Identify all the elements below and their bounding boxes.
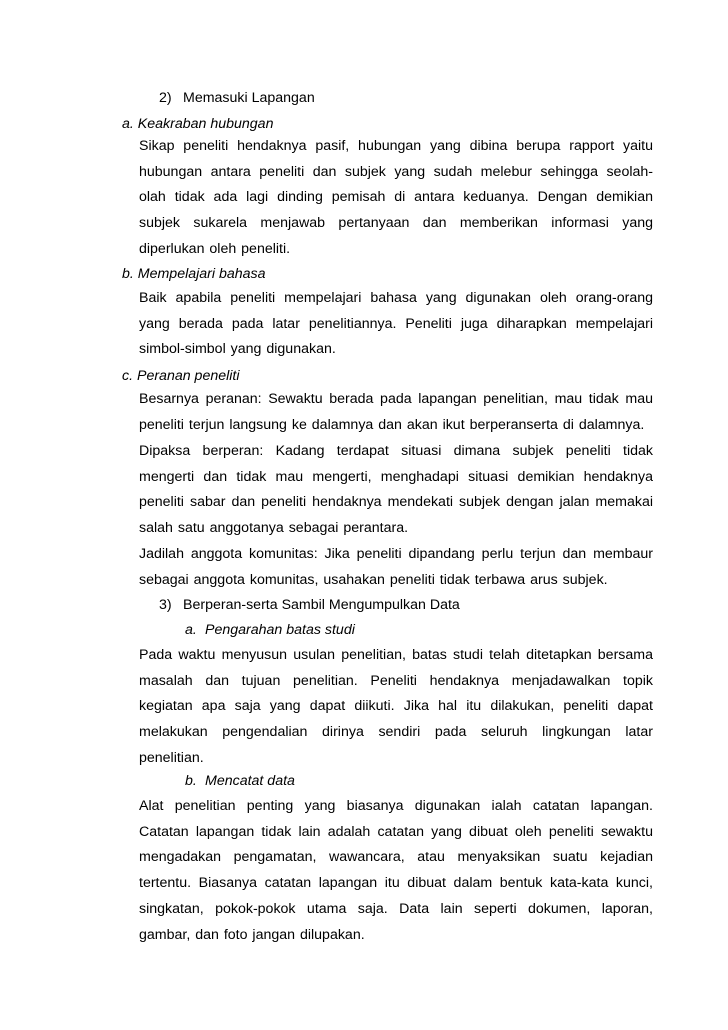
- text-line: penelitian.: [139, 749, 204, 766]
- subsection-a-heading: a. Keakraban hubungan: [122, 116, 274, 132]
- text-line: peneliti sabar dan peneliti hendaknya mendekati subjek dengan jalan memakai: [139, 494, 653, 511]
- paragraph-keakraban: [139, 134, 653, 263]
- subsection-3a-number: a.: [185, 622, 197, 638]
- text-line: sebagai anggota komunitas, usahakan peneliti tidak terbawa arus subjek.: [139, 571, 608, 588]
- section-3-heading: [159, 595, 460, 615]
- section-2-title: Memasuki Lapangan: [183, 90, 315, 106]
- section-3-number: 3): [159, 597, 172, 613]
- paragraph-bahasa: [139, 286, 653, 363]
- paragraph-besarnya-peranan: [139, 387, 653, 438]
- text-line: Besarnya peranan: Sewaktu berada pada lapangan penelitian, mau tidak mau: [139, 391, 653, 407]
- section-2-heading: [159, 88, 315, 108]
- subsection-3b-number: b.: [185, 773, 197, 789]
- text-line: hubungan antara peneliti dan subjek yang sudah melebur sehingga seolah-: [139, 163, 653, 180]
- subsection-b-heading: b. Mempelajari bahasa: [122, 266, 266, 282]
- section-2-number: 2): [159, 90, 172, 106]
- paragraph-mencatat-data: [139, 794, 653, 948]
- section-3-title: Berperan-serta Sambil Mengumpulkan Data: [183, 597, 460, 613]
- text-line: simbol-simbol yang digunakan.: [139, 341, 336, 358]
- text-line: Alat penelitian penting yang biasanya digunakan ialah catatan lapangan.: [139, 798, 653, 814]
- text-line: tertentu. Biasanya catatan lapangan itu dibuat dalam bentuk kata-kata kunci,: [139, 875, 653, 892]
- text-line: subjek sukarela menjawab pertanyaan dan memberikan informasi yang: [139, 215, 653, 232]
- text-line: Catatan lapangan tidak lain adalah catatan yang dibuat oleh peneliti sewaktu: [139, 823, 653, 840]
- text-line: mengerti dan tidak mau mengerti, menghadapi situasi demikian hendaknya: [139, 468, 653, 485]
- paragraph-batas-studi: [139, 643, 653, 772]
- text-line: yang berada pada latar penelitiannya. Peneliti juga diharapkan mempelajari: [139, 315, 653, 332]
- subsection-3a-title: Pengarahan batas studi: [205, 622, 355, 638]
- subsection-c-heading: c. Peranan peneliti: [122, 368, 240, 384]
- text-line: mengadakan pengamatan, wawancara, atau menyaksikan suatu kejadian: [139, 849, 653, 866]
- text-line: Jadilah anggota komunitas: Jika peneliti dipandang perlu terjun dan membaur: [139, 546, 653, 562]
- text-line: peneliti terjun langsung ke dalamnya dan akan ikut berperanserta di dalamnya.: [139, 416, 645, 433]
- text-line: diperlukan oleh peneliti.: [139, 240, 291, 257]
- text-line: masalah dan tujuan penelitian. Peneliti hendaknya menjadawalkan topik: [139, 672, 653, 689]
- text-line: Pada waktu menyusun usulan penelitian, batas studi telah ditetapkan bersama: [139, 647, 653, 663]
- text-line: olah tidak ada lagi dinding pemisah di antara keduanya. Dengan demikian: [139, 189, 653, 206]
- text-line: melakukan pengendalian dirinya sendiri pada seluruh lingkungan latar: [139, 724, 653, 741]
- text-line: salah satu anggotanya sebagai perantara.: [139, 520, 409, 537]
- paragraph-dipaksa-berperan: [139, 439, 653, 542]
- paragraph-anggota-komunitas: [139, 542, 653, 593]
- text-line: Baik apabila peneliti mempelajari bahasa yang digunakan oleh orang-orang: [139, 290, 653, 306]
- subsection-3b-title: Mencatat data: [205, 773, 295, 789]
- text-line: singkatan, pokok-pokok utama saja. Data lain seperti dokumen, laporan,: [139, 900, 653, 917]
- subsection-3a-heading: [185, 620, 355, 640]
- text-line: Dipaksa berperan: Kadang terdapat situasi dimana subjek peneliti tidak: [139, 443, 653, 459]
- text-line: Sikap peneliti hendaknya pasif, hubungan yang dibina berupa rapport yaitu: [139, 138, 653, 154]
- text-line: kegiatan apa saja yang dapat diikuti. Jika hal itu dilakukan, peneliti dapat: [139, 698, 653, 715]
- subsection-3b-heading: [185, 771, 295, 791]
- text-line: gambar, dan foto jangan dilupakan.: [139, 926, 365, 943]
